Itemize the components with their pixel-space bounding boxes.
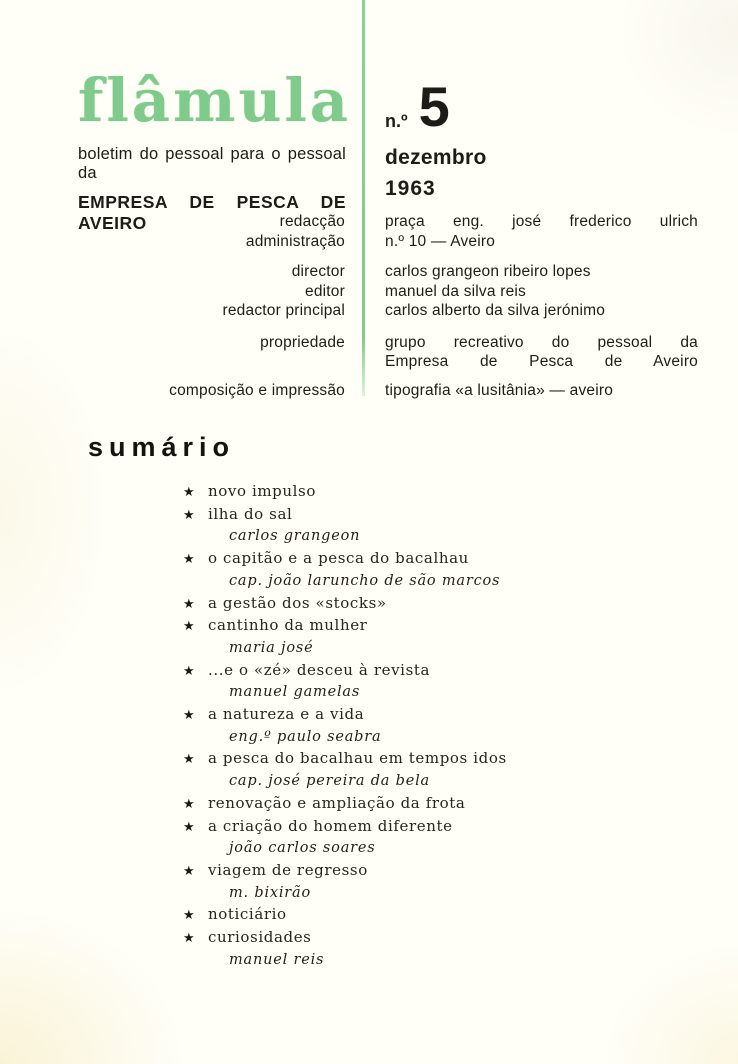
star-bullet-icon: ★ <box>183 931 196 947</box>
summary-item-author: maria josé <box>229 639 314 656</box>
star-bullet-icon: ★ <box>183 552 196 568</box>
credit-label: redacção <box>279 213 345 230</box>
summary-item-title: renovação e ampliação da frota <box>208 793 466 812</box>
list-item <box>183 748 603 792</box>
star-bullet-icon: ★ <box>183 507 196 523</box>
credit-value: n.º 10 — Aveiro <box>385 232 496 250</box>
star-bullet-icon: ★ <box>183 708 196 724</box>
credit-value: manuel da silva reis <box>385 282 526 300</box>
summary-item-title: o capitão e a pesca do bacalhau <box>208 549 469 568</box>
list-item <box>183 704 603 748</box>
summary-item-title: noticiário <box>208 905 287 924</box>
credit-label: director <box>291 263 345 280</box>
list-item <box>183 860 603 904</box>
star-bullet-icon: ★ <box>183 663 196 679</box>
summary-item-title: ...e o «zé» desceu à revista <box>208 660 431 679</box>
credits-row-composicao <box>78 381 698 401</box>
masthead-right <box>385 75 705 201</box>
credits-row-propriedade-cont <box>78 352 698 372</box>
issue-number-prefix: n.º <box>385 111 408 131</box>
credits-row-redactor-principal <box>78 301 698 321</box>
credit-label: editor <box>305 282 345 300</box>
list-item <box>183 904 603 927</box>
bulletin-title: flâmula <box>78 66 351 135</box>
summary-item-title: a natureza e a vida <box>208 705 365 724</box>
issue-month: dezembro <box>385 146 487 169</box>
summary-item-title: a gestão dos «stocks» <box>208 593 387 612</box>
list-item <box>183 816 603 860</box>
list-item <box>183 504 603 548</box>
star-bullet-icon: ★ <box>183 596 196 612</box>
credits-row-director <box>78 262 698 282</box>
star-bullet-icon: ★ <box>183 752 196 768</box>
summary-item-title: viagem de regresso <box>208 860 368 879</box>
star-bullet-icon: ★ <box>183 819 196 835</box>
list-item <box>183 548 603 592</box>
star-bullet-icon: ★ <box>183 863 196 879</box>
credit-value: carlos grangeon ribeiro lopes <box>385 263 591 280</box>
credits-row-administracao <box>78 232 698 252</box>
credit-label: propriedade <box>260 333 345 351</box>
credits-row-editor <box>78 282 698 302</box>
list-item <box>183 927 603 971</box>
list-item <box>183 660 603 704</box>
summary-item-author: eng.º paulo seabra <box>229 728 382 745</box>
summary-item-author: manuel reis <box>229 951 325 968</box>
star-bullet-icon: ★ <box>183 485 196 500</box>
credit-value: grupo recreativo do pessoal da <box>385 333 698 351</box>
issue-year: 1963 <box>385 177 436 200</box>
issue-number: 5 <box>418 75 451 138</box>
credits-block <box>78 212 698 400</box>
list-item <box>183 481 603 504</box>
summary-item-author: m. bixirão <box>229 884 312 901</box>
masthead-left <box>78 66 351 234</box>
credit-label: composição e impressão <box>169 381 345 399</box>
credit-value: tipografia «a lusitânia» — aveiro <box>385 381 614 399</box>
summary-item-author: joão carlos soares <box>229 840 376 857</box>
summary-item-title: novo impulso <box>208 482 316 500</box>
star-bullet-icon: ★ <box>183 796 196 812</box>
star-bullet-icon: ★ <box>183 908 196 924</box>
credit-value: Empresa de Pesca de Aveiro <box>385 353 698 370</box>
list-item <box>183 593 603 616</box>
credits-row-redaccao <box>78 212 698 232</box>
credit-label: administração <box>245 232 345 250</box>
summary-item-title: ilha do sal <box>208 504 293 523</box>
summary-item-title: curiosidades <box>208 928 312 947</box>
summary-heading: sumário <box>88 432 236 462</box>
summary-item-title: a pesca do bacalhau em tempos idos <box>208 749 507 768</box>
list-item <box>183 793 603 816</box>
company-name: EMPRESA DE PESCA DE AVEIRO <box>78 192 346 233</box>
issue-line <box>385 75 705 138</box>
credit-value: carlos alberto da silva jerónimo <box>385 302 606 319</box>
credits-row-propriedade <box>78 333 698 353</box>
summary-item-author: carlos grangeon <box>229 528 361 545</box>
summary-item-author: manuel gamelas <box>229 684 361 701</box>
bulletin-subtitle: boletim do pessoal para o pessoal da <box>78 145 346 182</box>
credit-label: redactor principal <box>222 302 345 319</box>
list-item <box>183 615 603 659</box>
summary-item-title: a criação do homem diferente <box>208 816 453 835</box>
summary-item-title: cantinho da mulher <box>208 616 368 635</box>
summary-item-author: cap. joão laruncho de são marcos <box>229 572 501 589</box>
summary-item-author: cap. josé pereira da bela <box>229 773 431 790</box>
summary-list <box>183 481 603 971</box>
credit-value: praça eng. josé frederico ulrich <box>385 213 698 230</box>
credit-label <box>78 352 345 372</box>
star-bullet-icon: ★ <box>183 619 196 635</box>
